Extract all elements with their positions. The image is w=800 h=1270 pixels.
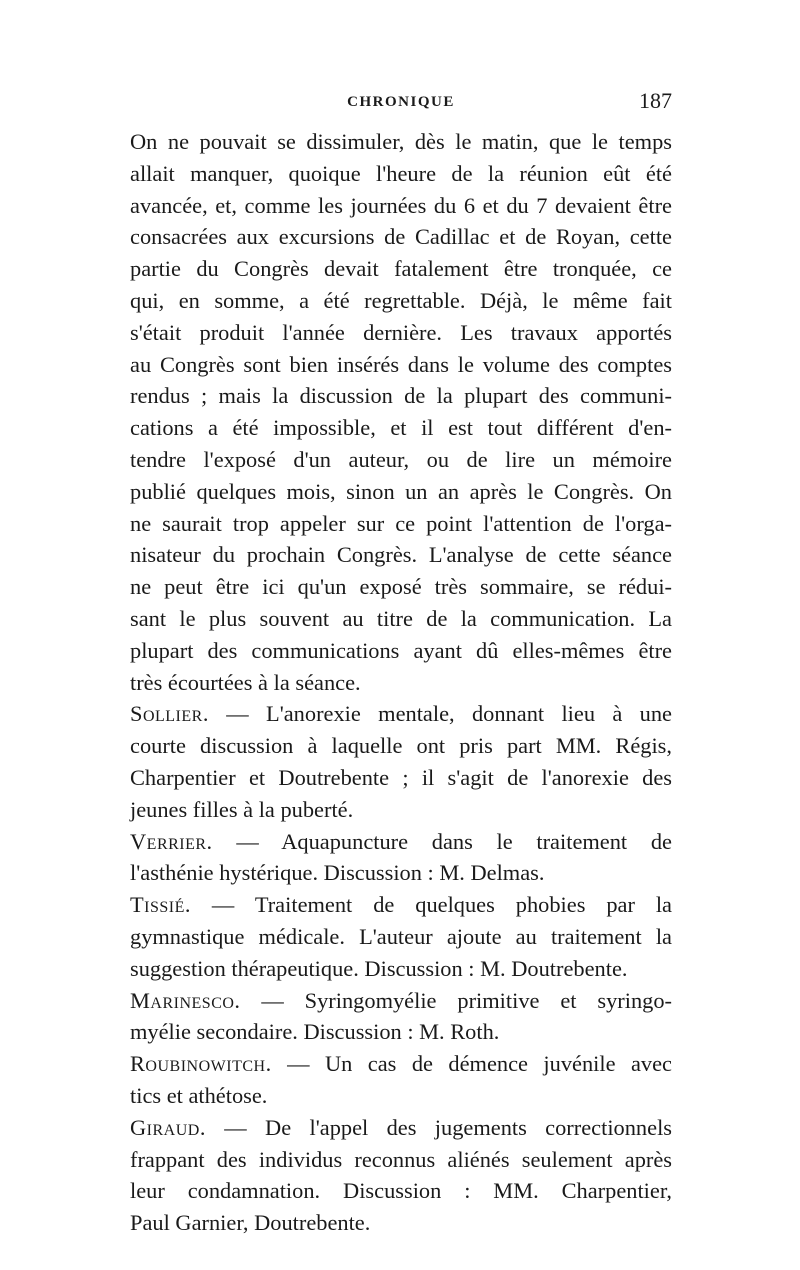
text-line: l'asthénie hystérique. Discussion : M. Delmas. [130,860,545,886]
page-number: 187 [639,88,672,113]
entry-first-line [130,698,672,730]
text-line: sant le plus souvent au titre de la communication. La [130,605,672,631]
text-line: s'était produit l'année dernière. Les travaux apportés [130,319,672,345]
text-line: partie du Congrès devait fatalement être tronquée, ce [130,256,672,282]
entry-title: — Aquapuncture dans le traitement de [212,828,672,854]
text-line: avancée, et, comme les journées du 6 et du 7 devaient être [130,192,672,218]
text-line: plupart des communications ayant dû elles-mêmes être [130,637,672,663]
text-line: jeunes filles à la puberté. [130,796,354,822]
entry-first-line [130,1048,672,1080]
communication-entry [130,1112,672,1239]
text-line: publié quelques mois, sinon un an après le Congrès. On [130,478,672,504]
entry-first-line [130,889,672,921]
text-line: On ne pouvait se dissimuler, dès le matin, que le temps [130,129,672,154]
entry-first-line [130,1112,672,1144]
text-line: myélie secondaire. Discussion : M. Roth. [130,1019,500,1045]
text-line: qui, en somme, a été regrettable. Déjà, le même fait [130,287,672,313]
text-line: gymnastique médicale. L'auteur ajoute au traitement la [130,923,672,949]
entry-title: — De l'appel des jugements correctionnels [205,1114,672,1140]
text-line: consacrées aux excursions de Cadillac et de Royan, cette [130,224,672,250]
communication-entry [130,985,672,1049]
book-page [130,88,672,1239]
author-name: Verrier. [130,828,213,854]
text-line: Charpentier et Doutrebente ; il s'agit de l'anorexie des [130,764,672,790]
communication-entry [130,1048,672,1112]
text-line: au Congrès sont bien insérés dans le volume des comptes [130,351,672,377]
entry-title: — Un cas de démence juvénile avec [271,1051,672,1077]
text-line: nisateur du prochain Congrès. L'analyse de cette séance [130,542,672,568]
text-line: ne peut être ici qu'un exposé très sommaire, se rédui- [130,574,672,600]
text-line: leur condamnation. Discussion : MM. Charpentier, [130,1178,672,1204]
communication-entry [130,698,672,825]
author-name: Sollier. [130,701,209,727]
text-line: très écourtées à la séance. [130,669,361,695]
intro-paragraph [130,126,672,698]
communication-entry [130,826,672,890]
entry-title: — L'anorexie mentale, donnant lieu à une [208,701,672,727]
running-title: CHRONIQUE [347,94,455,110]
entry-first-line [130,985,672,1017]
author-name: Marinesco. [130,987,241,1013]
running-header [130,88,672,120]
text-line: ne saurait trop appeler sur ce point l'attention de l'orga- [130,510,672,536]
entry-title: — Traitement de quelques phobies par la [191,892,672,918]
author-name: Giraud. [130,1114,206,1140]
text-line: cations a été impossible, et il est tout différent d'en- [130,415,672,441]
entry-title: — Syringomyélie primitive et syringo- [240,987,672,1013]
author-name: Tissié. [130,892,192,918]
text-line: courte discussion à laquelle ont pris part MM. Régis, [130,733,672,759]
communication-entry [130,889,672,984]
text-line: frappant des individus reconnus aliénés seulement après [130,1146,672,1172]
author-name: Roubinowitch. [130,1051,272,1077]
entry-first-line [130,826,672,858]
text-line: allait manquer, quoique l'heure de la réunion eût été [130,160,672,186]
text-line: tics et athétose. [130,1082,268,1108]
text-line: rendus ; mais la discussion de la plupart des communi- [130,383,672,409]
text-line: Paul Garnier, Doutrebente. [130,1210,371,1236]
text-line: suggestion thérapeutique. Discussion : M. Doutrebente. [130,955,628,981]
body-text [130,126,672,1239]
text-line: tendre l'exposé d'un auteur, ou de lire un mémoire [130,446,672,472]
